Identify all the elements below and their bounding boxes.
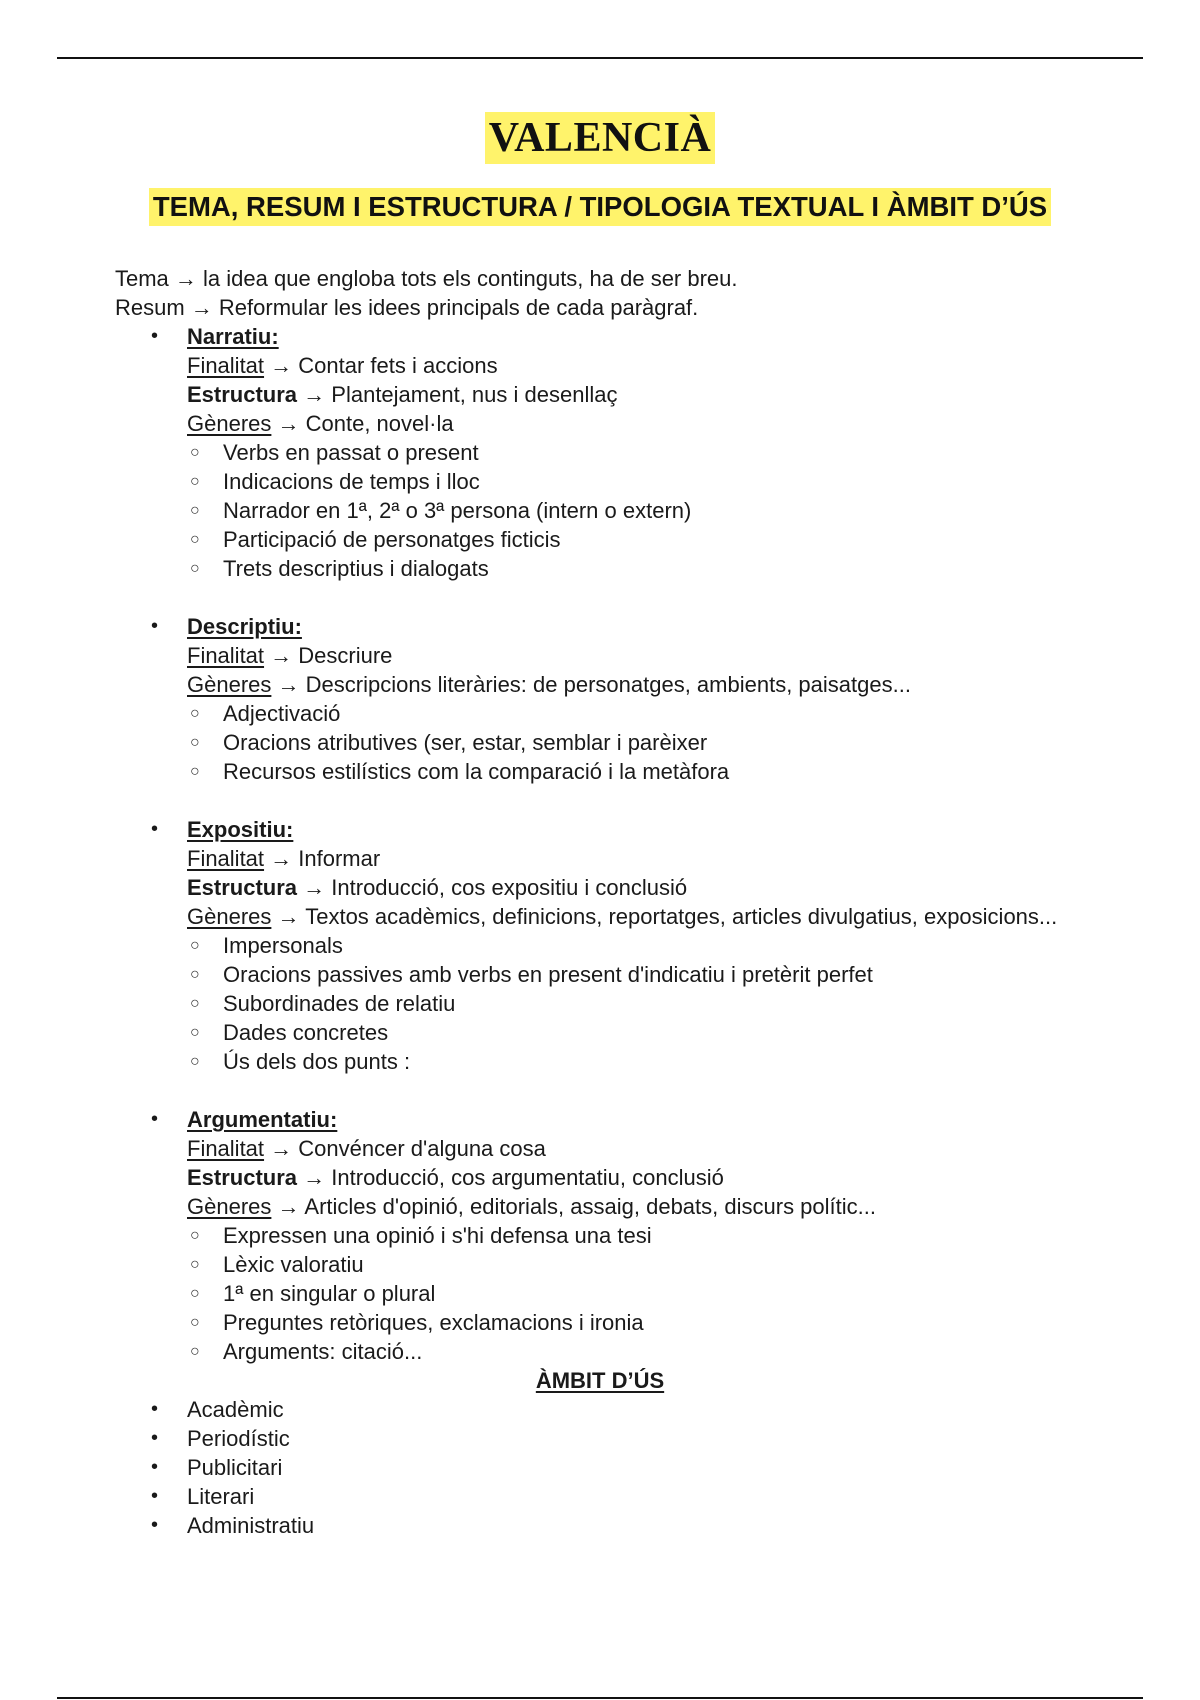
circle-bullet-icon: ○ [190, 473, 200, 490]
feature-item: ○ Recursos estilístics com la comparació i la metàfora [190, 759, 730, 784]
feature-item: ○ Trets descriptius i dialogats [190, 556, 489, 581]
ambit-item: • Publicitari [151, 1455, 283, 1480]
estructura-line: Estructura → Plantejament, nus i desenllaç [187, 382, 618, 407]
circle-bullet-icon: ○ [190, 763, 200, 780]
circle-bullet-icon: ○ [190, 1227, 200, 1244]
circle-bullet-icon: ○ [190, 966, 200, 983]
type-heading: • Narratiu: [151, 324, 279, 349]
generes-line: Gèneres → Conte, novel·la [187, 411, 454, 436]
feature-item: ○ Verbs en passat o present [190, 440, 479, 465]
circle-bullet-icon: ○ [190, 1343, 200, 1360]
feature-item: ○ Impersonals [190, 933, 343, 958]
bullet-icon: • [151, 325, 159, 347]
feature-item: ○ Ús dels dos punts : [190, 1049, 411, 1074]
generes-line: Gèneres → Textos acadèmics, definicions, reportatges, articles divulgatius, exposicions... [187, 904, 1058, 929]
page-title: VALENCIÀ [485, 112, 716, 164]
circle-bullet-icon: ○ [190, 1256, 200, 1273]
feature-item: ○ Oracions passives amb verbs en present d'indicatiu i pretèrit perfet [190, 962, 873, 987]
feature-item: ○ Lèxic valoratiu [190, 1252, 364, 1277]
ambit-item: • Acadèmic [151, 1397, 284, 1422]
type-heading: • Argumentatiu: [151, 1107, 338, 1132]
feature-item: ○ Dades concretes [190, 1020, 389, 1045]
page-subtitle: TEMA, RESUM I ESTRUCTURA / TIPOLOGIA TEXTUAL I ÀMBIT D’ÚS [149, 188, 1051, 226]
intro-tema: Tema → la idea que engloba tots els continguts, ha de ser breu. [115, 266, 738, 291]
feature-item: ○ Participació de personatges ficticis [190, 527, 561, 552]
type-heading: • Expositiu: [151, 817, 294, 842]
circle-bullet-icon: ○ [190, 502, 200, 519]
title-wrap [0, 112, 1200, 164]
generes-line: Gèneres → Articles d'opinió, editorials, assaig, debats, discurs polític... [187, 1194, 876, 1219]
document-body [115, 264, 1155, 1540]
section-ambit [115, 1366, 1155, 1540]
circle-bullet-icon: ○ [190, 560, 200, 577]
bullet-icon: • [151, 615, 159, 637]
ambit-item: • Administratiu [151, 1513, 315, 1538]
type-heading: • Descriptiu: [151, 614, 302, 639]
feature-item: ○ Adjectivació [190, 701, 341, 726]
section-descriptiu [115, 612, 1155, 786]
section-narratiu [115, 322, 1155, 583]
intro-resum: Resum → Reformular les idees principals de cada paràgraf. [115, 295, 699, 320]
estructura-line: Estructura → Introducció, cos expositiu i conclusió [187, 875, 688, 900]
bullet-icon: • [151, 1456, 159, 1478]
feature-item: ○ 1ª en singular o plural [190, 1281, 436, 1306]
circle-bullet-icon: ○ [190, 1053, 200, 1070]
generes-line: Gèneres → Descripcions literàries: de personatges, ambients, paisatges... [187, 672, 911, 697]
top-rule [57, 57, 1143, 59]
circle-bullet-icon: ○ [190, 1024, 200, 1041]
bullet-icon: • [151, 818, 159, 840]
subtitle-wrap [0, 188, 1200, 226]
circle-bullet-icon: ○ [190, 531, 200, 548]
bullet-icon: • [151, 1398, 159, 1420]
ambit-heading: ÀMBIT D’ÚS [535, 1368, 665, 1393]
estructura-line: Estructura → Introducció, cos argumentatiu, conclusió [187, 1165, 724, 1190]
circle-bullet-icon: ○ [190, 705, 200, 722]
finalitat-line: Finalitat → Contar fets i accions [187, 353, 498, 378]
feature-item: ○ Subordinades de relatiu [190, 991, 456, 1016]
circle-bullet-icon: ○ [190, 444, 200, 461]
section-expositiu [115, 815, 1155, 1076]
circle-bullet-icon: ○ [190, 937, 200, 954]
feature-item: ○ Arguments: citació... [190, 1339, 423, 1364]
feature-item: ○ Indicacions de temps i lloc [190, 469, 480, 494]
feature-item: ○ Narrador en 1ª, 2ª o 3ª persona (intern o extern) [190, 498, 692, 523]
circle-bullet-icon: ○ [190, 995, 200, 1012]
ambit-item: • Literari [151, 1484, 255, 1509]
finalitat-line: Finalitat → Descriure [187, 643, 393, 668]
circle-bullet-icon: ○ [190, 734, 200, 751]
bullet-icon: • [151, 1427, 159, 1449]
feature-item: ○ Preguntes retòriques, exclamacions i ironia [190, 1310, 644, 1335]
feature-item: ○ Oracions atributives (ser, estar, semblar i parèixer [190, 730, 708, 755]
finalitat-line: Finalitat → Convéncer d'alguna cosa [187, 1136, 546, 1161]
finalitat-line: Finalitat → Informar [187, 846, 381, 871]
bullet-icon: • [151, 1514, 159, 1536]
ambit-item: • Periodístic [151, 1426, 290, 1451]
circle-bullet-icon: ○ [190, 1285, 200, 1302]
circle-bullet-icon: ○ [190, 1314, 200, 1331]
bullet-icon: • [151, 1485, 159, 1507]
feature-item: ○ Expressen una opinió i s'hi defensa una tesi [190, 1223, 652, 1248]
section-argumentatiu [115, 1105, 1155, 1366]
bullet-icon: • [151, 1108, 159, 1130]
bottom-rule [57, 1697, 1143, 1699]
